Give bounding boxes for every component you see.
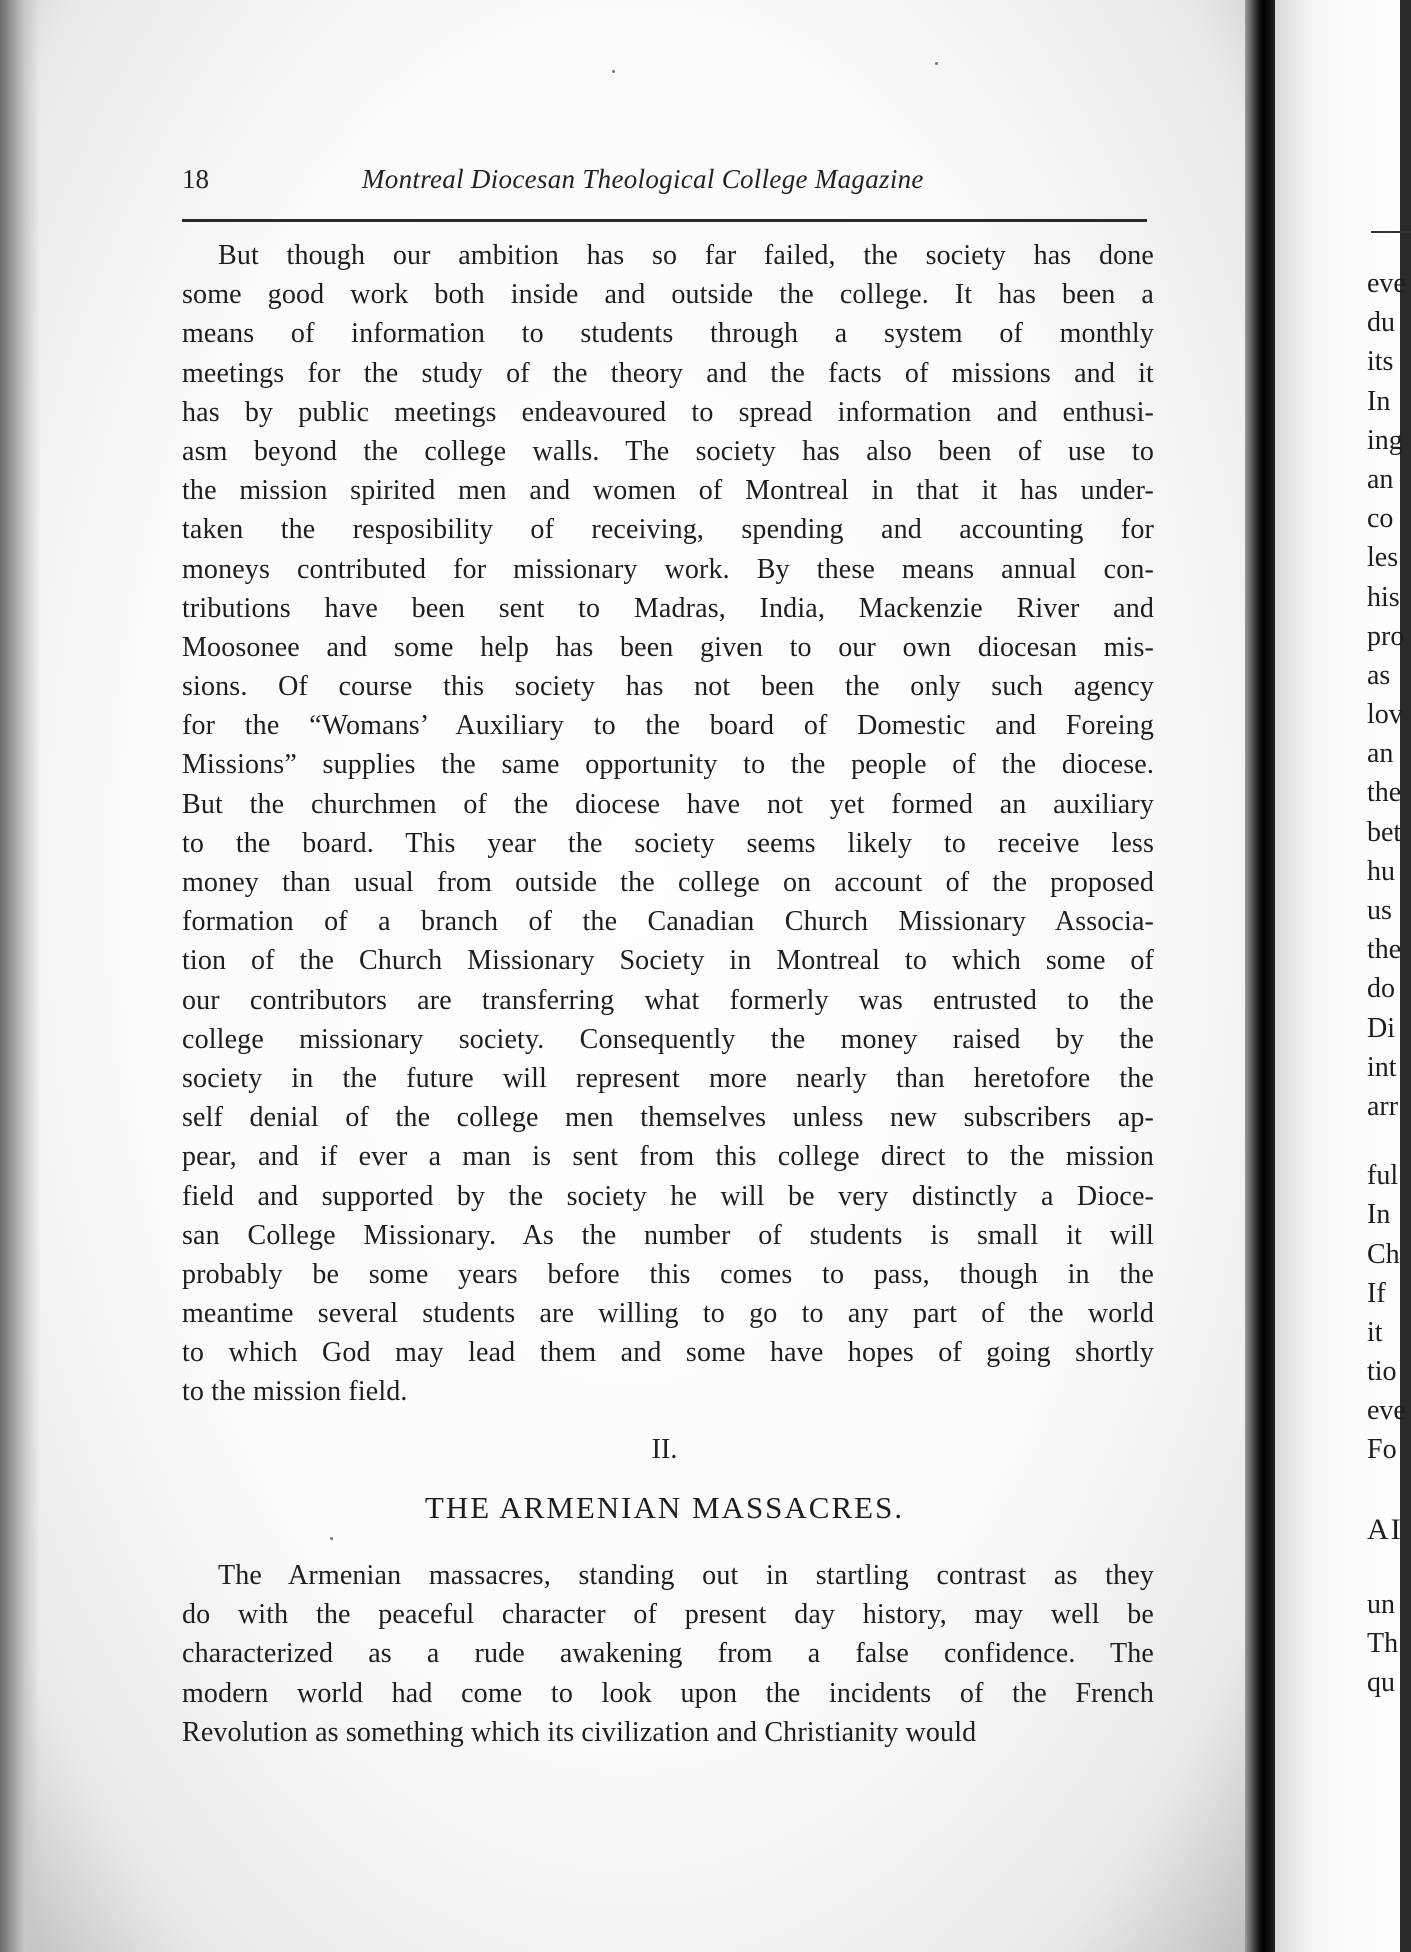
text-line: meetings for the study of the theory and the facts of missions and it [182,357,1154,389]
text-line: sions. Of course this society has not been the only such agency [182,671,1154,703]
section-number: II. [651,1434,678,1465]
running-title: Montreal Diocesan Theological College Magazine [362,164,924,194]
fragment-line: hu [1367,855,1395,887]
fragment-line: In [1367,1199,1391,1231]
text-line: the mission spirited men and women of Montreal in that it has under- [182,475,1154,507]
fragment-line: do [1367,973,1395,1005]
text-line: Missions” supplies the same opportunity to the people of the diocese. [182,749,1154,781]
fragment-line: an [1367,738,1394,770]
fragment-line: In [1367,385,1391,417]
text-line: to the mission field. [182,1376,408,1408]
fragment-line: it [1367,1316,1383,1348]
page-header [182,160,1147,200]
fragment-line: lov [1367,699,1403,731]
spacer [1367,1470,1406,1510]
text-line: Revolution as something which its civilization and Christianity would [182,1716,977,1748]
print-speck [612,70,615,73]
fragment-line: the [1367,934,1402,966]
fragment-line: Ch [1367,1238,1400,1270]
fragment-line: co [1367,503,1394,535]
paragraph-1 [182,236,1154,1412]
text-line: society in the future will represent more nearly than heretofore the [182,1062,1154,1094]
text-line: college missionary society. Consequently the money raised by the [182,1023,1154,1055]
right-header-rule [1371,231,1411,233]
fragment-line: du [1367,307,1395,339]
fragment-line: AI [1367,1512,1403,1546]
page-number: 18 [182,164,209,194]
fragment-line: pro [1367,620,1405,652]
text-line: to which God may lead them and some have hopes of going shortly [182,1337,1154,1369]
print-speck [935,62,938,65]
fragment-line: his [1367,581,1400,613]
spacer [1367,1126,1406,1156]
text-line: The Armenian massacres, standing out in startling contrast as they [218,1560,1154,1591]
text-line: taken the resposibility of receiving, spending and accounting for [182,514,1154,546]
fragment-line: bet [1367,816,1402,848]
text-line: self denial of the college men themselves unless new subscribers ap- [182,1102,1154,1134]
text-line: pear, and if ever a man is sent from this college direct to the mission [182,1141,1154,1173]
text-line: field and supported by the society he will be very distinctly a Dioce- [182,1180,1154,1212]
text-line: for the “Womans’ Auxiliary to the board of Domestic and Foreing [182,710,1154,742]
paragraph-2 [182,1556,1154,1752]
fragment-line: les [1367,542,1399,574]
fragment-line: us [1367,895,1392,926]
fragment-line: Th [1367,1628,1399,1659]
fragment-line: If [1367,1277,1386,1309]
fragment-line: int [1367,1051,1397,1083]
fragment-line: Fo [1367,1434,1397,1466]
print-speck [330,1537,333,1540]
fragment-line: eve [1367,268,1406,299]
fragment-line: the [1367,777,1402,809]
text-line: moneys contributed for missionary work. By these means annual con- [182,553,1154,585]
fragment-line: arr [1367,1090,1399,1122]
fragment-line: as [1367,659,1391,691]
text-line: to the board. This year the society seems likely to receive less [182,827,1154,859]
text-line: But though our ambition has so far failed, the society has done [218,240,1154,271]
text-line: means of information to students through a system of monthly [182,318,1154,350]
fragment-line: tio [1367,1356,1397,1388]
fragment-line: qu [1367,1667,1395,1699]
text-line: money than usual from outside the college on account of the proposed [182,867,1154,898]
fragment-line: eve [1367,1395,1406,1427]
fragment-line: un [1367,1588,1395,1620]
text-line: But the churchmen of the diocese have not yet formed an auxiliary [182,788,1154,820]
text-line: do with the peaceful character of present day history, may well be [182,1599,1154,1631]
fragment-line: its [1367,346,1394,378]
text-line: probably be some years before this comes to pass, though in the [182,1258,1154,1290]
fragment-line: ful [1367,1160,1399,1192]
book-gutter [1245,0,1275,1952]
spacer [1367,1549,1406,1585]
text-line: characterized as a rude awakening from a false confidence. The [182,1638,1154,1670]
text-line: has by public meetings endeavoured to spread information and enthusi- [182,396,1154,428]
header-rule [182,219,1147,222]
fragment-line: an [1367,463,1394,495]
right-page-fragments [1367,264,1406,1702]
fragment-line: ing [1367,424,1403,456]
text-line: some good work both inside and outside the college. It has been a [182,279,1154,311]
section-title: THE ARMENIAN MASSACRES. [424,1490,905,1525]
right-page [1275,0,1406,1952]
page-edge-shadow [0,0,40,1952]
text-line: formation of a branch of the Canadian Church Missionary Associa- [182,906,1154,938]
text-line: tion of the Church Missionary Society in Montreal to which some of [182,945,1154,977]
text-line: Moosonee and some help has been given to our own diocesan mis- [182,631,1154,663]
text-line: our contributors are transferring what formerly was entrusted to the [182,984,1154,1016]
text-line: meantime several students are willing to go to any part of the world [182,1298,1154,1330]
text-line: modern world had come to look upon the incidents of the French [182,1677,1154,1709]
text-line: tributions have been sent to Madras, India, Mackenzie River and [182,592,1154,624]
fragment-line: Di [1367,1012,1395,1044]
text-line: asm beyond the college walls. The society has also been of use to [182,435,1154,467]
text-line: san College Missionary. As the number of students is small it will [182,1219,1154,1251]
